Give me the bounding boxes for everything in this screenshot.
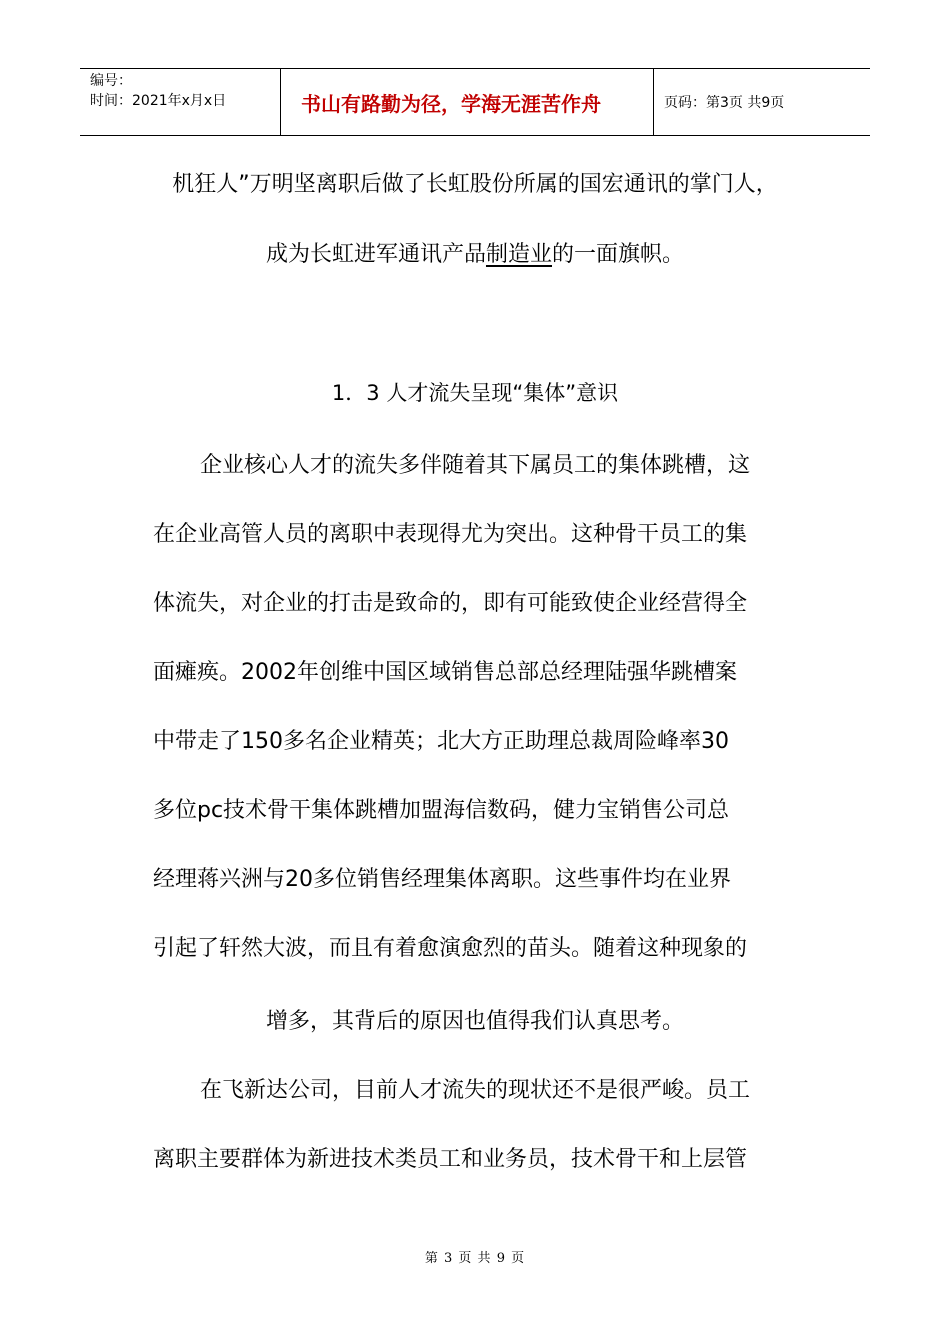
- paragraph-line: 中带走了150多名企业精英；北大方正助理总裁周险峰率30: [153, 729, 729, 754]
- header-motto: 书山有路勤为径，学海无涯苦作舟: [281, 69, 654, 135]
- paragraph-line: 面瘫痪。2002年创维中国区域销售总部总经理陆强华跳槽案: [153, 660, 737, 685]
- time-label: 时间：2021年x月x日: [90, 93, 227, 109]
- paragraph-last-line: 增多，其背后的原因也值得我们认真思考。: [265, 1009, 684, 1034]
- header-meta: [80, 69, 281, 135]
- paragraph-line: 多位pc技术骨干集体跳槽加盟海信数码，健力宝销售公司总: [153, 798, 730, 823]
- page-header: [80, 68, 870, 136]
- text-run: 的一面旗帜。: [552, 242, 685, 267]
- page-footer: 第 3 页 共 9 页: [424, 1251, 526, 1266]
- header-page-info: 页码：第3页 共9页: [664, 95, 785, 111]
- underlined-term: 制造业: [485, 242, 552, 267]
- paragraph-line: 企业核心人才的流失多伴随着其下属员工的集体跳槽，这: [200, 453, 751, 478]
- paragraph-line: 经理蒋兴洲与20多位销售经理集体离职。这些事件均在业界: [153, 867, 731, 892]
- paragraph-line: 引起了轩然大波，而且有着愈演愈烈的苗头。随着这种现象的: [153, 936, 748, 961]
- paragraph-line: 离职主要群体为新进技术类员工和业务员，技术骨干和上层管: [153, 1147, 748, 1172]
- paragraph-line: 体流失，对企业的打击是致命的，即有可能致使企业经营得全: [153, 591, 748, 616]
- text-run: 成为长虹进军通讯产品: [265, 242, 486, 267]
- body-line-1: 机狂人”万明坚离职后做了长虹股份所属的国宏通讯的掌门人，: [172, 172, 778, 197]
- number-label: 编号：: [90, 73, 132, 89]
- paragraph-line: 在飞新达公司，目前人才流失的现状还不是很严峻。员工: [200, 1078, 751, 1103]
- body-line-2: [0, 240, 950, 270]
- section-heading: 1．3 人才流失呈现“集体”意识: [331, 381, 619, 405]
- paragraph-line: 在企业高管人员的离职中表现得尤为突出。这种骨干员工的集: [153, 522, 748, 547]
